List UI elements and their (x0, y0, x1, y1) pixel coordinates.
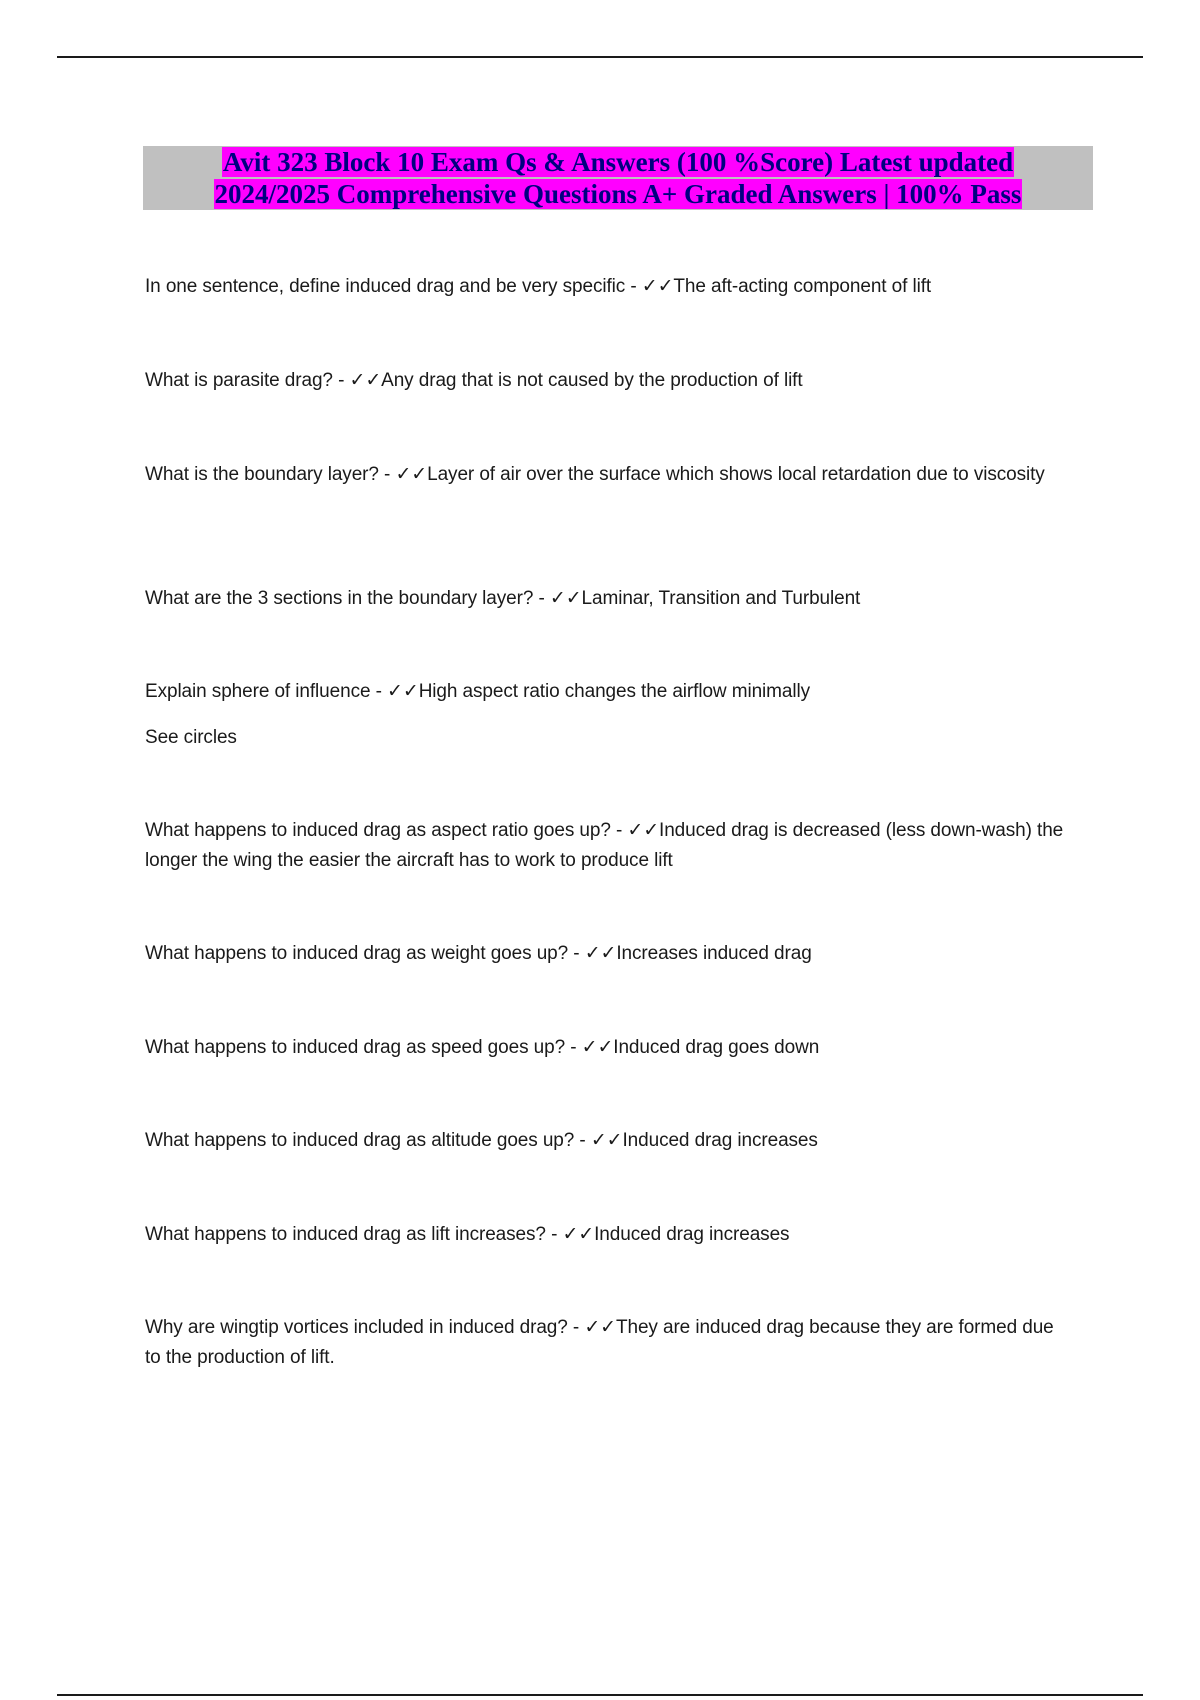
qa-item-8 (145, 1033, 1065, 1063)
answer-text: Induced drag is decreased (less down-wash) the longer the wing the easier the aircraft has to work to produce lift (145, 820, 1064, 871)
separator: - (567, 1317, 585, 1338)
qa-item-6 (145, 816, 1065, 876)
separator: - (370, 681, 388, 702)
qa-note: See circles (145, 727, 237, 748)
separator: - (574, 1130, 591, 1151)
answer-text: Induced drag increases (594, 1224, 790, 1245)
check-icon: ✓✓ (349, 370, 382, 391)
answer-text: Induced drag goes down (613, 1037, 820, 1058)
qa-item-4 (145, 584, 1065, 614)
qa-item-10 (145, 1220, 1065, 1250)
answer-text: Increases induced drag (616, 943, 812, 964)
answer-text: Induced drag increases (622, 1130, 818, 1151)
separator: - (545, 1224, 563, 1245)
answer-text: Any drag that is not caused by the production of lift (381, 370, 803, 391)
question-text: In one sentence, define induced drag and be very specific (145, 276, 626, 297)
check-icon: ✓✓ (584, 943, 617, 964)
question-text: What happens to induced drag as weight goes up? (145, 943, 569, 964)
qa-item-5 (145, 677, 1065, 707)
separator: - (568, 943, 585, 964)
top-rule (57, 56, 1143, 58)
question-text: What is the boundary layer? (145, 464, 379, 485)
question-text: What happens to induced drag as lift increases? (145, 1224, 546, 1245)
question-text: Explain sphere of influence (145, 681, 371, 702)
check-icon: ✓✓ (641, 276, 674, 297)
question-text: What happens to induced drag as altitude goes up? (145, 1130, 575, 1151)
separator: - (378, 464, 396, 485)
separator: - (610, 820, 628, 841)
check-icon: ✓✓ (549, 588, 582, 609)
check-icon: ✓✓ (562, 1224, 595, 1245)
qa-item-3 (145, 460, 1065, 490)
separator: - (565, 1037, 582, 1058)
check-icon: ✓✓ (387, 681, 419, 702)
check-icon: ✓✓ (584, 1317, 616, 1338)
check-icon: ✓✓ (590, 1130, 623, 1151)
qa-item-11 (145, 1313, 1065, 1373)
qa-item-7 (145, 939, 1065, 969)
answer-text: The aft-acting component of lift (673, 276, 932, 297)
question-text: What is parasite drag? (145, 370, 333, 391)
document-title (143, 146, 1093, 210)
separator: - (332, 370, 350, 391)
answer-text: High aspect ratio changes the airflow minimally (418, 681, 811, 702)
separator: - (625, 276, 642, 297)
answer-text: Layer of air over the surface which shows local retardation due to viscosity (427, 464, 1045, 485)
question-text: What are the 3 sections in the boundary layer? (145, 588, 534, 609)
separator: - (533, 588, 550, 609)
title-line-2: 2024/2025 Comprehensive Questions A+ Graded Answers | 100% Pass (214, 179, 1022, 209)
answer-text: Laminar, Transition and Turbulent (581, 588, 861, 609)
title-line-1: Avit 323 Block 10 Exam Qs & Answers (100 %Score) Latest updated (222, 147, 1014, 177)
qa-item-1 (145, 272, 1065, 302)
check-icon: ✓✓ (581, 1037, 614, 1058)
question-text: Why are wingtip vortices included in induced drag? (145, 1317, 568, 1338)
bottom-rule (57, 1694, 1143, 1696)
answer-text: They are induced drag because they are formed due to the production of lift. (145, 1317, 1054, 1368)
question-text: What happens to induced drag as speed goes up? (145, 1037, 566, 1058)
qa-item-9 (145, 1126, 1065, 1156)
check-icon: ✓✓ (395, 464, 428, 485)
question-text: What happens to induced drag as aspect ratio goes up? (145, 820, 611, 841)
check-icon: ✓✓ (627, 820, 660, 841)
qa-item-2 (145, 366, 1065, 396)
